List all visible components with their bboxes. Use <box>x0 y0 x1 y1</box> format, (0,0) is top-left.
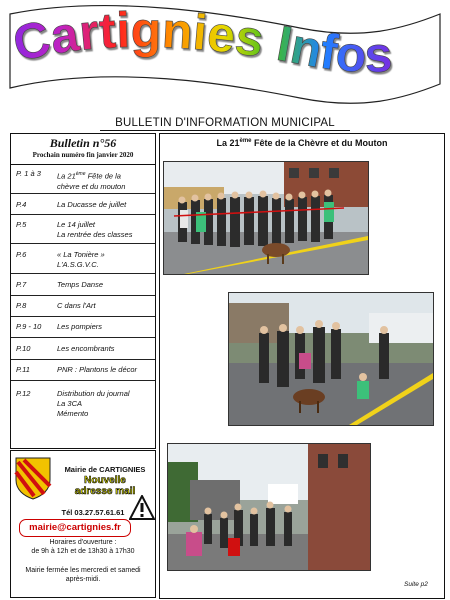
toc-text: Le 14 juillet La rentrée des classes <box>57 220 133 239</box>
toc-text: Les encombrants <box>57 344 115 353</box>
toc-page: P.4 <box>16 200 27 209</box>
email-address[interactable]: mairie@cartignies.fr <box>19 519 131 537</box>
toc-page: P.6 <box>16 250 27 259</box>
toc-text: PNR : Plantons le décor <box>57 365 138 374</box>
contact-box <box>10 450 156 598</box>
toc-page: P.11 <box>16 365 30 374</box>
toc-page: P. 1 à 3 <box>16 169 41 178</box>
mairie-name: Mairie de CARTIGNIES <box>64 465 146 474</box>
closure-note: Mairie fermée les mercredi et samedi après-midi. <box>25 567 141 583</box>
toc-page: P.8 <box>16 301 27 310</box>
hours-title: Horaires d'ouverture : <box>49 539 117 546</box>
new-email-notice: Nouvelle adresse mail <box>74 475 136 497</box>
toc-text: « La Tonière » L'A.S.G.V.C. <box>57 250 105 269</box>
header-divider <box>100 130 350 131</box>
toc-page: P.12 <box>16 389 31 398</box>
toc-divider <box>11 380 155 381</box>
toc-divider <box>11 243 155 244</box>
phone-number: Tél 03.27.57.61.61 <box>61 508 125 517</box>
next-issue-note: Prochain numéro fin janvier 2020 <box>32 151 134 159</box>
toc-text: Distribution du journal La 3CA Mémento <box>57 389 130 418</box>
photo-group-goat[interactable] <box>228 292 434 426</box>
toc-text: Les pompiers <box>57 322 103 331</box>
issue-number: Bulletin n°56 <box>49 136 117 150</box>
bulletin-subtitle: BULLETIN D'INFORMATION MUNICIPAL <box>115 117 335 129</box>
main-article <box>159 133 445 599</box>
table-of-contents <box>10 164 156 449</box>
toc-text: La Ducasse de juillet <box>57 200 127 209</box>
opening-hours: de 9h à 12h et de 13h30 à 17h30 <box>31 548 135 555</box>
toc-divider <box>11 214 155 215</box>
photo-market-street[interactable] <box>167 443 371 571</box>
toc-text: Temps Danse <box>57 280 103 289</box>
masthead-title: Cartignies Infos <box>7 1 394 84</box>
toc-divider <box>11 337 155 338</box>
toc-page: P.7 <box>16 280 27 289</box>
toc-text: C dans l'Art <box>57 301 96 310</box>
article-title: La 21ème Fête de la Chèvre et du Mouton <box>216 138 388 148</box>
toc-page: P.9 - 10 <box>16 322 42 331</box>
toc-divider <box>11 359 155 360</box>
toc-divider <box>11 273 155 274</box>
continued-note: Suite p2 <box>404 581 428 588</box>
toc-page: P.5 <box>16 220 27 229</box>
issue-box <box>10 133 156 166</box>
toc-page: P.10 <box>16 344 31 353</box>
masthead-banner <box>0 0 450 112</box>
toc-divider <box>11 193 155 194</box>
toc-divider <box>11 295 155 296</box>
photo-ribbon-cutting[interactable] <box>163 161 369 275</box>
toc-text: La 21ème Fête de la chèvre et du mouton <box>57 171 126 191</box>
toc-divider <box>11 316 155 317</box>
crest-icon <box>14 456 52 500</box>
